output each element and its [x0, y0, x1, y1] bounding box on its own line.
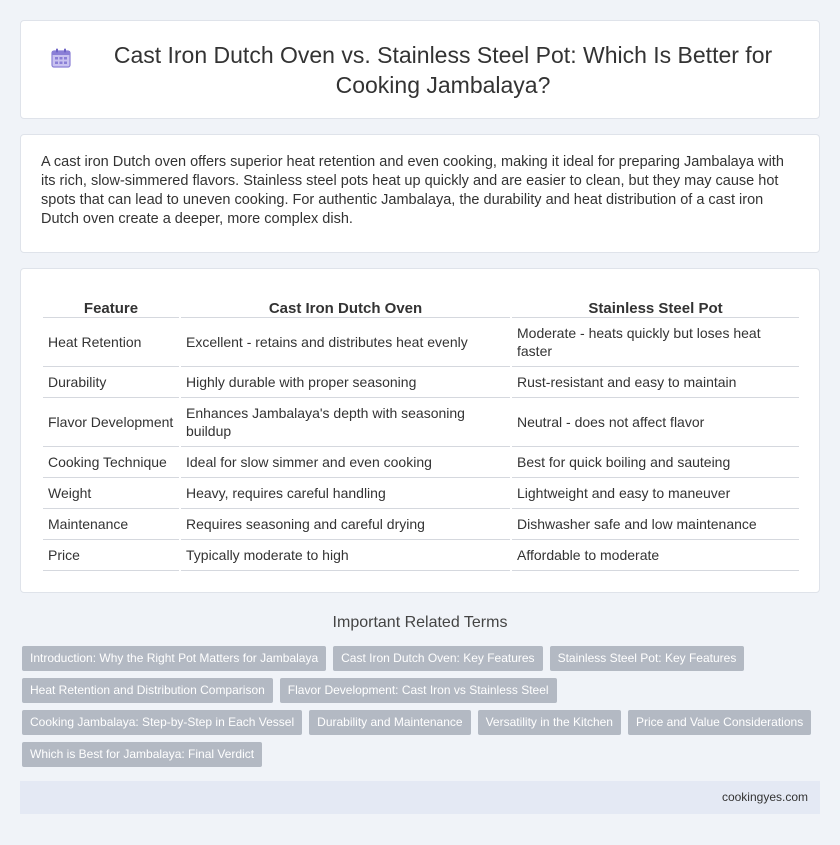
intro-card: [20, 134, 820, 253]
header-feature: Feature: [43, 295, 180, 317]
table-row: [43, 397, 799, 446]
table-row: [43, 366, 799, 397]
cast-iron-cell: Requires seasoning and careful drying: [180, 508, 511, 539]
feature-cell: Price: [43, 539, 180, 570]
related-terms-title: Important Related Terms: [332, 614, 508, 631]
stainless-steel-cell: Affordable to moderate: [511, 539, 799, 570]
footer-site-link[interactable]: cookingyes.com: [721, 790, 808, 804]
tag-row: [22, 646, 822, 671]
cast-iron-cell: Typically moderate to high: [180, 539, 511, 570]
intro-paragraph: A cast iron Dutch oven offers superior heat retention and even cooking, making it ideal for preparing Jambalaya with its rich, slow-simmered flavors. Stainless steel pots heat up quickly and are easier to clean, but they may cause hot spots that can lead to uneven cooking. For authentic Jambalaya, the durability and heat distribution of a cast iron Dutch oven create a deeper, more complex dish.: [41, 154, 784, 227]
related-tag[interactable]: Cooking Jambalaya: Step-by-Step in Each Vessel: [22, 710, 302, 735]
feature-cell: Heat Retention: [43, 317, 180, 366]
related-tag[interactable]: Heat Retention and Distribution Comparison: [22, 678, 273, 703]
cast-iron-cell: Ideal for slow simmer and even cooking: [180, 446, 511, 477]
feature-cell: Maintenance: [43, 508, 180, 539]
stainless-steel-cell: Best for quick boiling and sauteing: [511, 446, 799, 477]
feature-cell: Flavor Development: [43, 397, 180, 446]
table-row: [43, 539, 799, 570]
stainless-steel-cell: Neutral - does not affect flavor: [511, 397, 799, 446]
tag-row: [22, 710, 822, 735]
table-row: [43, 477, 799, 508]
calendar-icon: [50, 47, 72, 69]
table-row: [43, 317, 799, 366]
header-card: [20, 20, 820, 119]
cast-iron-cell: Enhances Jambalaya's depth with seasoning buildup: [180, 397, 511, 446]
stainless-steel-cell: Lightweight and easy to maneuver: [511, 477, 799, 508]
footer: [20, 781, 820, 814]
cast-iron-cell: Excellent - retains and distributes heat evenly: [180, 317, 511, 366]
related-tag[interactable]: Stainless Steel Pot: Key Features: [550, 646, 745, 671]
tag-row: [22, 678, 822, 703]
table-row: [43, 508, 799, 539]
related-tag[interactable]: Which is Best for Jambalaya: Final Verdict: [22, 742, 262, 767]
comparison-card: [20, 268, 820, 593]
table-row: [43, 446, 799, 477]
tag-row: [22, 742, 822, 767]
cast-iron-cell: Heavy, requires careful handling: [180, 477, 511, 508]
stainless-steel-cell: Rust-resistant and easy to maintain: [511, 366, 799, 397]
cast-iron-cell: Highly durable with proper seasoning: [180, 366, 511, 397]
stainless-steel-cell: Moderate - heats quickly but loses heat faster: [511, 317, 799, 366]
related-tag[interactable]: Cast Iron Dutch Oven: Key Features: [333, 646, 542, 671]
related-tag[interactable]: Introduction: Why the Right Pot Matters for Jambalaya: [22, 646, 326, 671]
related-terms-tags: [22, 646, 822, 774]
related-tag[interactable]: Flavor Development: Cast Iron vs Stainless Steel: [280, 678, 557, 703]
related-tag[interactable]: Price and Value Considerations: [628, 710, 811, 735]
feature-cell: Cooking Technique: [43, 446, 180, 477]
related-tag[interactable]: Versatility in the Kitchen: [478, 710, 621, 735]
feature-cell: Weight: [43, 477, 180, 508]
comparison-table: [43, 295, 799, 571]
feature-cell: Durability: [43, 366, 180, 397]
page-title: Cast Iron Dutch Oven vs. Stainless Steel Pot: Which Is Better for Cooking Jambalaya?: [113, 41, 773, 98]
header-stainless-steel: Stainless Steel Pot: [511, 295, 799, 317]
related-tag[interactable]: Durability and Maintenance: [309, 710, 470, 735]
table-header-row: [43, 295, 799, 317]
header-content: [50, 40, 790, 100]
stainless-steel-cell: Dishwasher safe and low maintenance: [511, 508, 799, 539]
header-cast-iron: Cast Iron Dutch Oven: [180, 295, 511, 317]
